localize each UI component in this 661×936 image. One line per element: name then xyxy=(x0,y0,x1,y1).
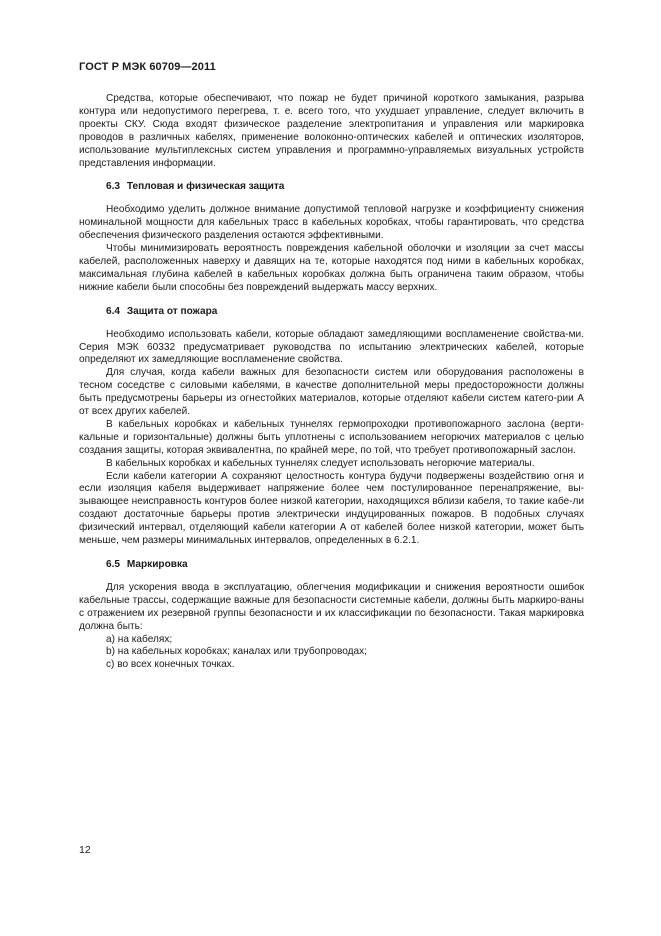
marking-list xyxy=(79,634,584,673)
list-item: b) на кабельных коробках; каналах или трубопроводах; xyxy=(106,646,367,658)
paragraph: Необходимо использовать кабели, которые обладают замедляющими воспламенение свойства-ми. Серия МЭК 60332 предусматривает руководства по испытанию электрических кабелей, которые определяют их замедляющие воспламенение свойства. xyxy=(79,328,584,366)
section-heading-6-3 xyxy=(79,181,584,194)
intro-paragraph: Средства, которые обеспечивают, что пожар не будет причиной короткого замыкания, разрыва контура или недопустимого перегрева, т. е. всего того, что ухудшает управление, следует включить в проекты СКУ. Сюда входят физическое разделение электропитания и управления или маркировка проводов в различных кабелях, применение волоконно-оптических кабелей и оптических изоляторов, использование мультиплексных систем управления и программно-управляемых визуальных устройств представления информации. xyxy=(79,93,584,169)
section-heading-6-4 xyxy=(79,306,584,319)
paragraph: Необходимо уделить должное внимание допустимой тепловой нагрузке и коэффициенту снижения номинальной мощности для кабельных трасс в кабельных коробках, чтобы гарантировать, что средства обеспечения физического разделения остаются эффективными. xyxy=(79,204,584,242)
page-number: 12 xyxy=(79,844,91,856)
list-item: c) во всех конечных точках. xyxy=(106,659,235,671)
section-number: 6.3 xyxy=(106,181,121,193)
paragraph: Если кабели категории А сохраняют целостность контура будучи подвержены воздействию огня и если изоляция кабеля выдерживает напряжение более чем постулированное перенапряжение, вы-зывающее неисправность контуров более низкой категории, находящихся вблизи кабеля, то такие кабе-ли создают достаточные барьеры против электрически индуцированных пожаров. В подобных случаях физический интервал, отделяющий кабели категории А от кабелей более низкой категории, может быть меньше, чем размеры минимальных интервалов, определенных в 6.2.1. xyxy=(79,470,584,547)
section-heading-6-5 xyxy=(79,559,584,572)
paragraph: В кабельных коробках и кабельных туннелях следует использовать негорючие материалы. xyxy=(106,457,535,469)
section-title: Защита от пожара xyxy=(126,305,218,317)
section-number: 6.5 xyxy=(106,559,121,570)
paragraph: В кабельных коробках и кабельных туннелях гермопроходки противопожарного заслона (верти-кальные и горизонтальные) должны быть уплотнены с использованием негорючих материалов с целью создания защиты, которая эквивалентна, по крайней мере, по той, что требует противопожарный заслон. xyxy=(79,418,584,456)
list-item: a) на кабелях; xyxy=(106,633,173,645)
document-body xyxy=(79,93,584,672)
paragraph: Для ускорения ввода в эксплуатацию, облегчения модификации и снижения вероятности ошибок кабельные трассы, содержащие важные для безопасности системные кабели, должны быть маркиро-ваны с отражением их резервной группы безопасности и их классификации по безопасности. Такая маркировка должна быть: xyxy=(79,581,584,632)
section-title: Маркировка xyxy=(126,559,188,570)
section-number: 6.4 xyxy=(106,305,121,317)
section-title: Тепловая и физическая защита xyxy=(126,181,285,193)
paragraph: Для случая, когда кабели важных для безопасности систем или оборудования расположены в тесном соседстве с силовыми кабелями, в качестве дополнительной меры предосторожности должны быть предусмотрены барьеры из огнестойких материалов, которые отделяют кабели систем катего-рии А от всех других кабелей. xyxy=(79,367,584,418)
paragraph: Чтобы минимизировать вероятность повреждения кабельной оболочки и изоляции за счет массы кабелей, расположенных наверху и давящих на те, которые находятся под ними в кабельных коробках, максимальная глубина кабелей в кабельных коробках должна быть ограничена таким образом, чтобы нижние кабели были способны без повреждений выдержать массу верхних. xyxy=(79,243,584,293)
document-header: ГОСТ Р МЭК 60709—2011 xyxy=(79,61,216,73)
